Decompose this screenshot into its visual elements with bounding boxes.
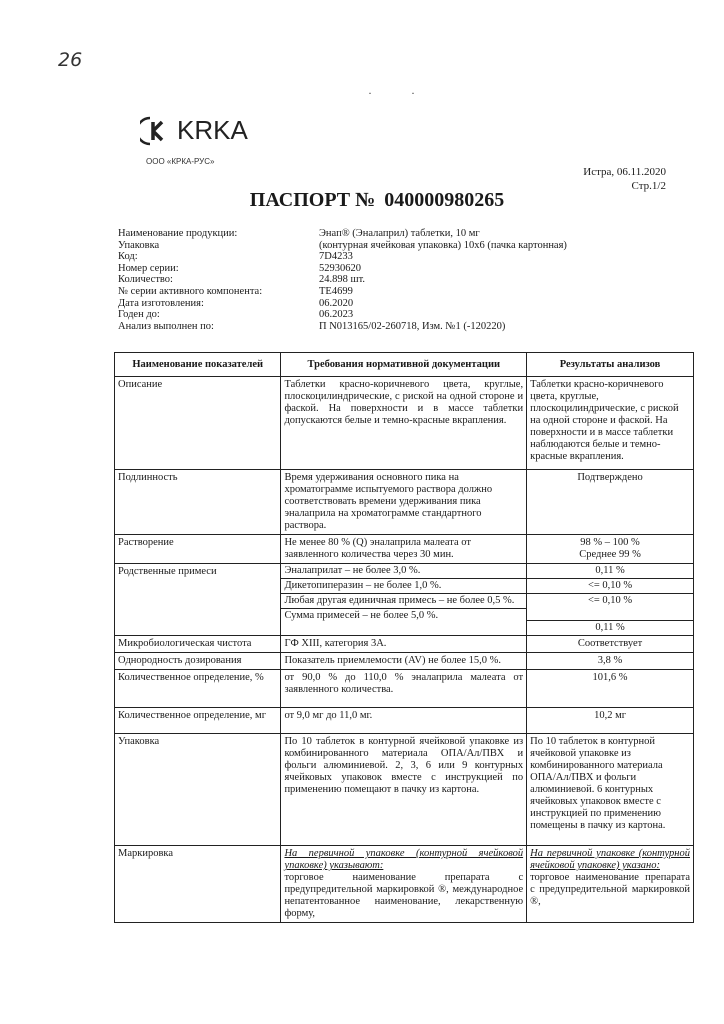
result-line: 98 % – 100 % — [580, 537, 640, 548]
param-result: Таблетки красно-коричневого цвета, круглые, плоскоцилиндрические, с риской на одной стороне и фаской. На поверхности и в массе таблетки наблюдаются белые и темно-красные вкрапления. — [527, 377, 694, 470]
param-name: Растворение — [115, 535, 281, 564]
param-result: По 10 таблеток в контурной ячейковой упаковке из комбинированного материала ОПА/Ал/ПВХ и фольги алюминиевой. 6 контурных ячейковых упаковок вместе с инструкцией по применению помещены в пачку из картона. — [527, 734, 694, 846]
param-requirement: от 90,0 % до 110,0 % эналаприла малеата от заявленного количества. — [281, 670, 527, 708]
param-requirement: ГФ XIII, категория 3А. — [281, 636, 527, 653]
info-value: TE4699 — [319, 285, 353, 297]
marking-req-body: торговое наименование препарата с предупредительной маркировкой ®, международное непатентованное наименование, лекарственную форму, — [284, 872, 524, 919]
info-value: 06.2020 — [319, 297, 354, 309]
col-header-results: Результаты анализов — [527, 353, 694, 377]
table-row — [115, 564, 694, 636]
title-prefix: ПАСПОРТ № — [249, 189, 376, 211]
info-label: Номер серии: — [118, 262, 179, 274]
impurity-requirements — [281, 564, 527, 636]
info-row — [118, 251, 567, 263]
param-result: 3,8 % — [527, 653, 694, 670]
info-row — [118, 228, 567, 240]
param-name: Родственные примеси — [115, 564, 281, 636]
table-row — [115, 734, 694, 846]
impurity-req: Любая другая единичная примесь – не более 0,5 %. — [281, 594, 526, 609]
param-name: Подлинность — [115, 470, 281, 535]
info-value: П N013165/02-260718, Изм. №1 (-120220) — [319, 320, 506, 332]
info-label: Упаковка — [118, 239, 160, 251]
info-label: Анализ выполнен по: — [118, 320, 214, 332]
scan-specks: · · — [368, 86, 433, 100]
info-row — [118, 286, 567, 298]
impurity-req: Сумма примесей – не более 5,0 %. — [284, 610, 439, 621]
table-header-row — [115, 353, 694, 377]
info-row — [118, 263, 567, 275]
impurity-req: Дикетопиперазин – не более 1,0 %. — [281, 579, 526, 594]
impurity-results — [527, 564, 694, 636]
param-result: Соответствует — [527, 636, 694, 653]
table-row — [115, 670, 694, 708]
table-row — [115, 377, 694, 470]
impurity-req: Эналаприлат – не более 3,0 %. — [281, 564, 526, 579]
param-result — [527, 846, 694, 923]
info-label: № серии активного компонента: — [118, 285, 263, 297]
param-requirement: По 10 таблеток в контурной ячейковой упаковке из комбинированного материала ОПА/Ал/ПВХ и фольги алюминиевой. 2, 3, 6 или 9 контурных ячейковых упаковок вместе с инструкцией по применению помещают в пачку из картона. — [281, 734, 527, 846]
param-name: Маркировка — [115, 846, 281, 923]
info-row — [118, 298, 567, 310]
info-row — [118, 309, 567, 321]
info-row — [118, 240, 567, 252]
table-row — [115, 636, 694, 653]
info-value: (контурная ячейковая упаковка) 10х6 (пачка картонная) — [319, 239, 567, 251]
info-label: Наименование продукции: — [118, 228, 238, 239]
param-name: Количественное определение, % — [115, 670, 281, 708]
result-line: Среднее 99 % — [579, 549, 641, 560]
param-requirement: Таблетки красно-коричневого цвета, круглые, плоскоцилиндрические, с риской на одной стороне и фаской. На поверхности и в массе таблетки допускаются белые и темно-красные вкрапления. — [281, 377, 527, 470]
col-header-name: Наименование показателей — [115, 353, 281, 377]
krka-logo — [140, 114, 270, 148]
param-requirement: Показатель приемлемости (AV) не более 15,0 %. — [281, 653, 527, 670]
param-name: Упаковка — [115, 734, 281, 846]
col-header-requirements: Требования нормативной документации — [281, 353, 527, 377]
table-row — [115, 535, 694, 564]
param-requirement: от 9,0 мг до 11,0 мг. — [281, 708, 527, 734]
param-requirement: Не менее 80 % (Q) эналаприла малеата от заявленного количества через 30 мин. — [281, 535, 527, 564]
info-value: 06.2023 — [319, 309, 354, 321]
info-row — [118, 274, 567, 286]
marking-res-body: торговое наименование препарата с предупредительной маркировкой ®, — [530, 872, 690, 907]
info-label: Годен до: — [118, 309, 160, 321]
impurity-res: <= 0,10 % — [527, 594, 693, 621]
product-info — [118, 228, 567, 332]
handwritten-page-number: 26 — [58, 49, 83, 71]
passport-number: 040000980265 — [384, 189, 505, 211]
param-name: Микробиологическая чистота — [115, 636, 281, 653]
param-requirement — [281, 846, 527, 923]
marking-res-heading: На первичной упаковке (контурной ячейковой упаковке) указано: — [530, 848, 690, 871]
place-date: Истра, 06.11.2020 — [583, 166, 666, 178]
info-value: Энап® (Эналаприл) таблетки, 10 мг — [319, 228, 480, 239]
info-label: Код: — [118, 251, 138, 263]
krka-logo-icon — [140, 114, 176, 148]
info-value: 52930620 — [319, 262, 361, 274]
info-value: 24.898 шт. — [319, 274, 366, 286]
marking-req-heading: На первичной упаковке (контурной ячейковой упаковке) указывают: — [284, 848, 524, 871]
logo-text: KRKA — [177, 115, 248, 145]
param-name: Количественное определение, мг — [115, 708, 281, 734]
table-row — [115, 708, 694, 734]
param-result: 10,2 мг — [527, 708, 694, 734]
info-label: Количество: — [118, 274, 173, 286]
impurity-res: 0,11 % — [527, 564, 693, 579]
param-requirement: Время удерживания основного пика на хроматограмме испытуемого раствора должно соответствовать времени удерживания пика эналаприла на хроматограмме стандартного раствора. — [281, 470, 527, 535]
param-result: 101,6 % — [527, 670, 694, 708]
passport-title — [0, 189, 724, 212]
info-value: 7D4233 — [319, 251, 353, 263]
table-row — [115, 846, 694, 923]
page-indicator: Стр.1/2 — [631, 180, 666, 192]
param-result — [527, 535, 694, 564]
company-name: ООО «КРКА-РУС» — [146, 157, 215, 166]
info-row — [118, 321, 567, 333]
param-name: Описание — [115, 377, 281, 470]
impurity-res: <= 0,10 % — [527, 579, 693, 594]
impurity-res: 0,11 % — [595, 622, 625, 633]
param-name: Однородность дозирования — [115, 653, 281, 670]
param-result: Подтверждено — [527, 470, 694, 535]
table-row — [115, 470, 694, 535]
analysis-table — [114, 352, 694, 923]
info-label: Дата изготовления: — [118, 297, 204, 309]
table-row — [115, 653, 694, 670]
